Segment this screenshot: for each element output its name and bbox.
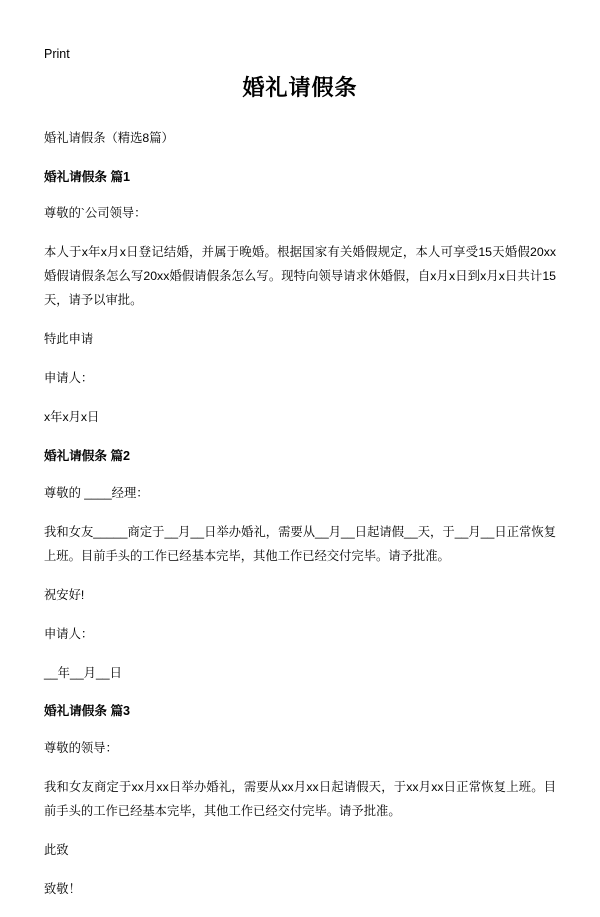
paragraph: 申请人： (44, 371, 94, 386)
paragraph: 尊敬的 ____经理： (44, 485, 149, 500)
section-heading: 婚礼请假条 篇3 (44, 704, 131, 719)
paragraph: x年x月x日 (44, 410, 100, 425)
paragraph: 我和女友商定于xx月xx日举办婚礼，需要从xx月xx日起请假天，于xx月xx日正常恢复上班。目前手头的工作已经基本完毕，其他工作已经交付完毕。请予批准。 (44, 780, 556, 819)
section-heading: 婚礼请假条 篇1 (44, 169, 131, 184)
document-subtitle: 婚礼请假条（精选8篇） (44, 130, 174, 145)
section-heading: 婚礼请假条 篇2 (44, 449, 131, 463)
paragraph: 特此申请 (44, 332, 94, 347)
paragraph: 申请人： (44, 626, 94, 641)
paragraph: __年__月__日 (44, 665, 122, 680)
paragraph: 致敬！ (44, 882, 81, 896)
page-title: 婚礼请假条 (242, 75, 358, 100)
paragraph: 我和女友_____商定于__月__日举办婚礼，需要从__月__日起请假__天，于__月__日正常恢复上班。目前手头的工作已经基本完毕，其他工作已经交付完毕。请予批准。 (44, 524, 556, 563)
paragraph: 本人于x年x月x日登记结婚，并属于晚婚。根据国家有关婚假规定，本人可享受15天婚假20xx婚假请假条怎么写20xx婚假请假条怎么写。现特向领导请求休婚假，自x月x日到x月x日共计15天，请予以审批。 (44, 245, 556, 308)
print-button[interactable]: Print (44, 47, 70, 61)
paragraph: 尊敬的`公司领导： (44, 206, 147, 221)
paragraph: 尊敬的领导： (44, 741, 118, 756)
paragraph: 此致 (44, 843, 69, 858)
document-content (44, 74, 556, 917)
paragraph: 祝安好! (44, 587, 85, 602)
